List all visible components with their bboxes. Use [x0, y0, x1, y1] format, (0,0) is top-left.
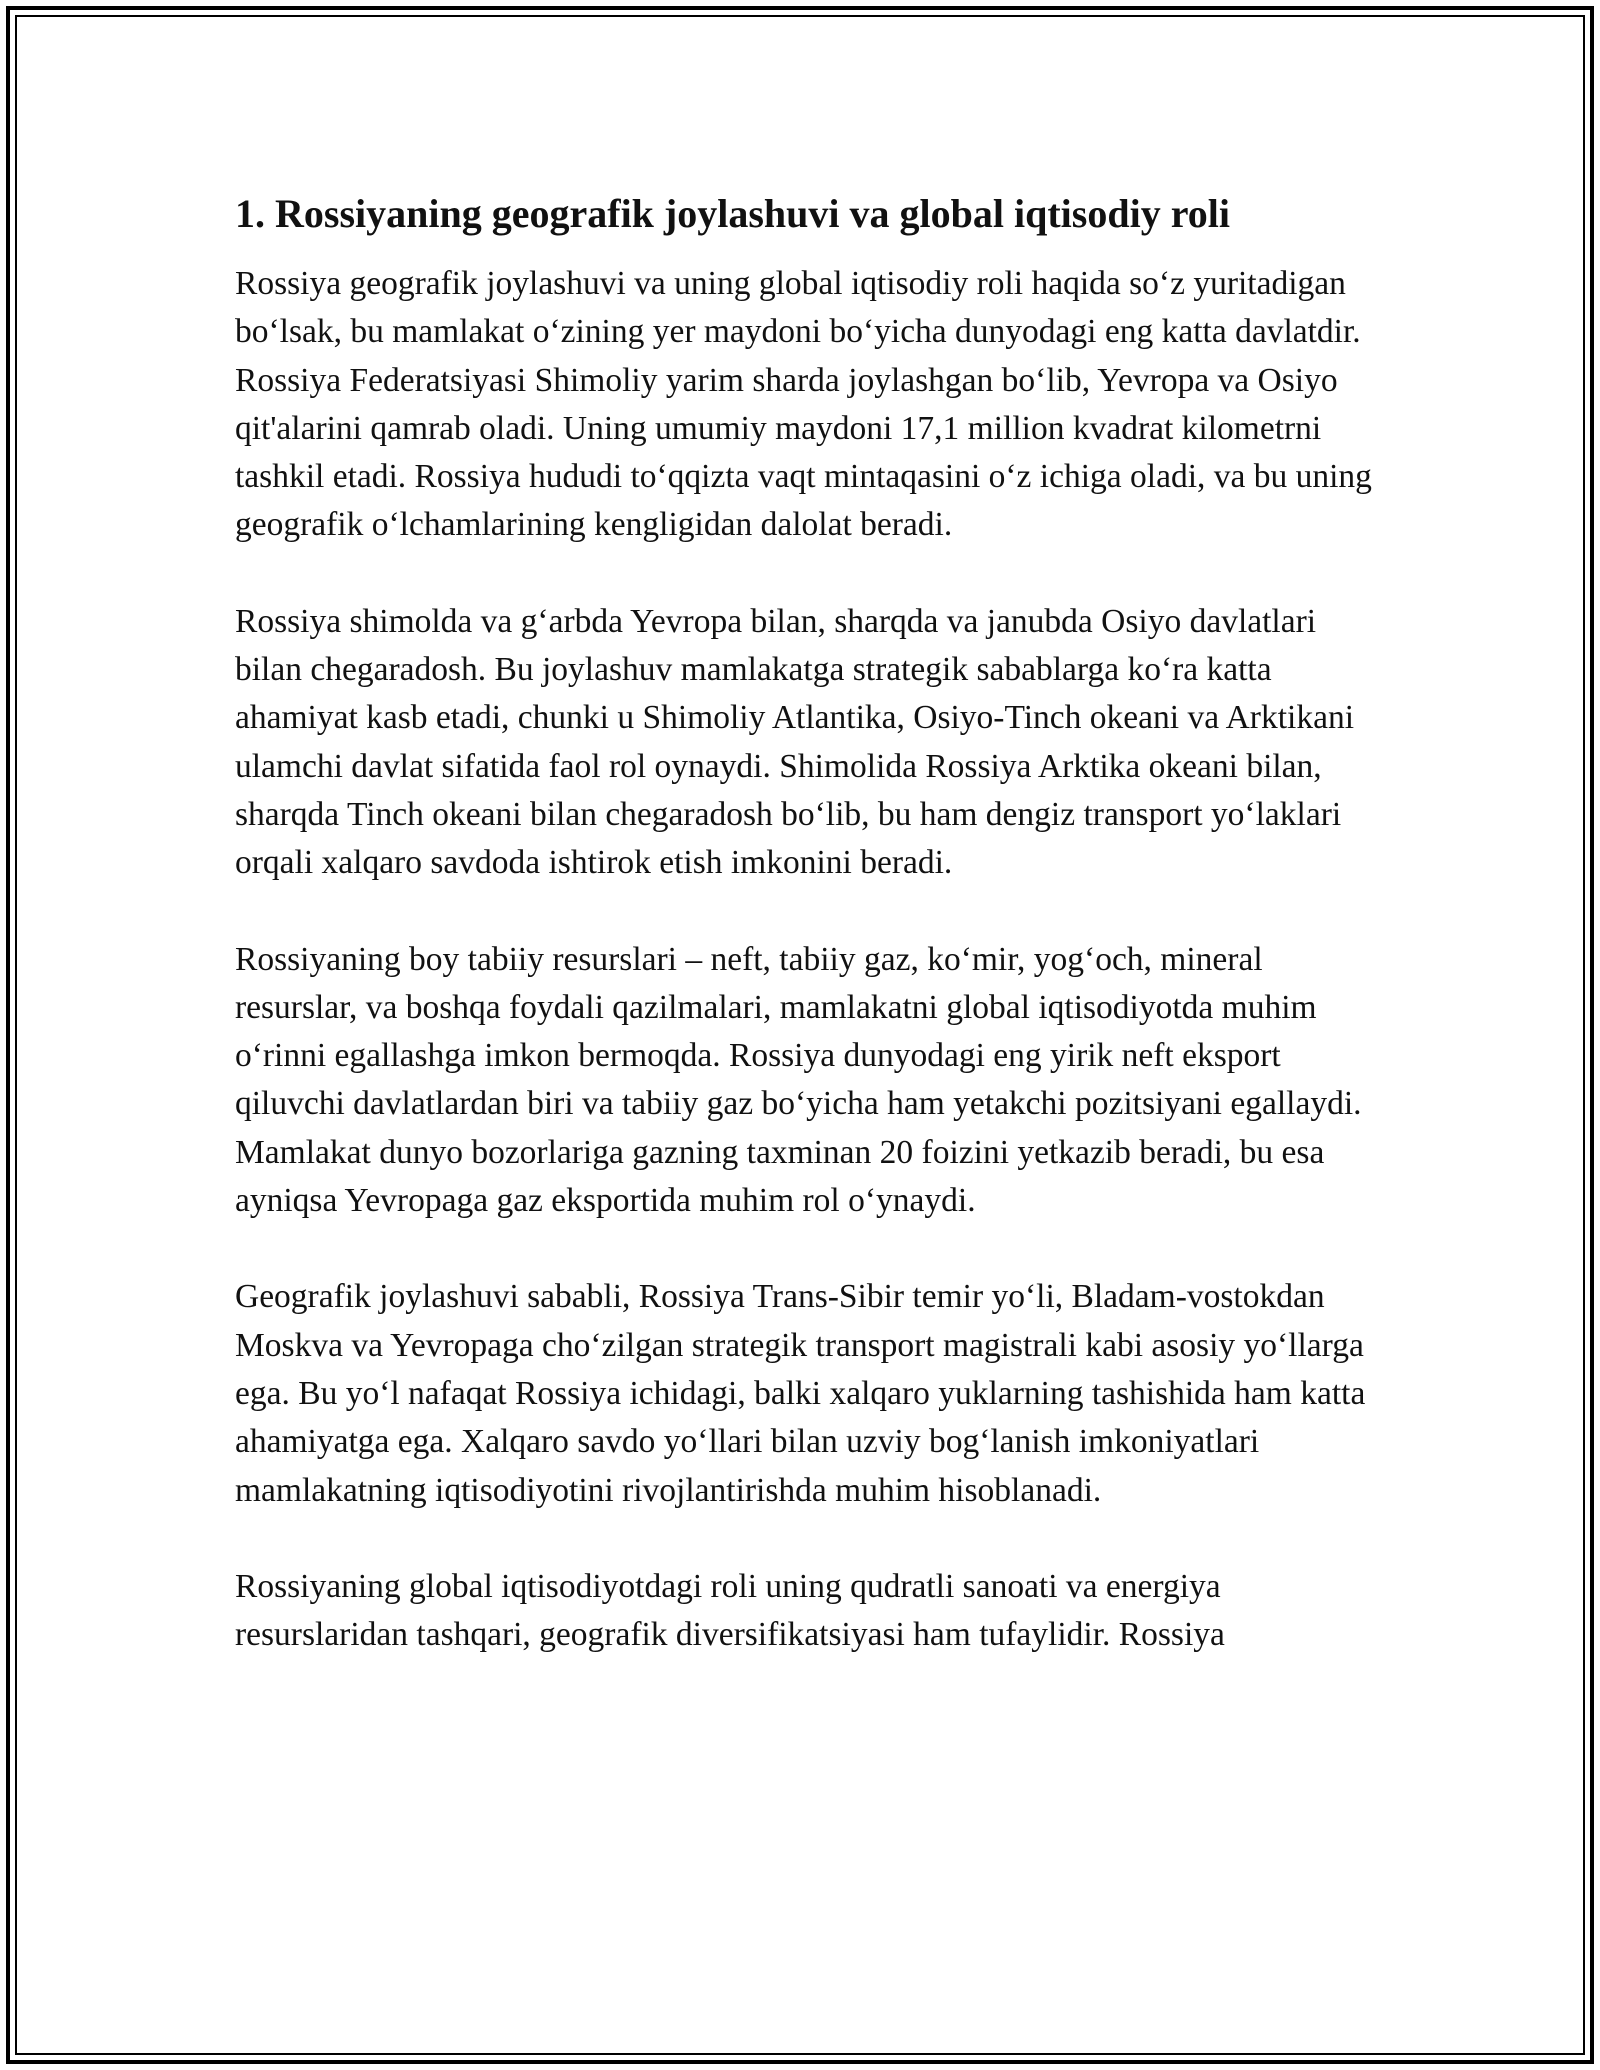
section-heading: 1. Rossiyaning geografik joylashuvi va global iqtisodiy roli	[235, 191, 1230, 236]
document-body	[235, 188, 1375, 1707]
paragraph-3: Rossiyaning boy tabiiy resurslari – neft, tabiiy gaz, ko‘mir, yog‘och, mineral resurslar, va boshqa foydali qazilmalari, mamlakatni global iqtisodiyotda muhim o‘rinni egallashga imkon bermoqda. Rossiya dunyodagi eng yirik neft eksport qiluvchi davlatlardan biri va tabiiy gaz bo‘yicha ham yetakchi pozitsiyani egallaydi. Mamlakat dunyo bozorlariga gazning taxminan 20 foizini yetkazib beradi, bu esa ayniqsa Yevropaga gaz eksportida muhim rol o‘ynaydi.	[235, 940, 1362, 1220]
paragraph-1: Rossiya geografik joylashuvi va uning global iqtisodiy roli haqida so‘z yuritadigan bo‘lsak, bu mamlakat o‘zining yer maydoni bo‘yicha dunyodagi eng katta davlatdir. Rossiya Federatsiyasi Shimoliy yarim sharda joylashgan bo‘lib, Yevropa va Osiyo qit'alarini qamrab oladi. Uning umumiy maydoni 17,1 million kvadrat kilometrni tashkil etadi. Rossiya hududi to‘qqizta vaqt mintaqasini o‘z ichiga oladi, va bu uning geografik o‘lchamlarining kengligidan dalolat beradi.	[235, 265, 1372, 544]
paragraph-5: Rossiyaning global iqtisodiyotdagi roli uning qudratli sanoati va energiya resurslaridan tashqari, geografik diversifikatsiyasi ham tufaylidir. Rossiya	[235, 1567, 1225, 1654]
paragraph-4: Geografik joylashuvi sababli, Rossiya Trans-Sibir temir yo‘li, Bladam-vostokdan Moskva va Yevropaga cho‘zilgan strategik transport magistrali kabi asosiy yo‘llarga ega. Bu yo‘l nafaqat Rossiya ichidagi, balki xalqaro yuklarning tashishida ham katta ahamiyatga ega. Xalqaro savdo yo‘llari bilan uzviy bog‘lanish imkoniyatlari mamlakatning iqtisodiyotini rivojlantirishda muhim hisoblanadi.	[235, 1278, 1366, 1509]
paragraph-2: Rossiya shimolda va g‘arbda Yevropa bilan, sharqda va janubda Osiyo davlatlari bilan chegaradosh. Bu joylashuv mamlakatga strategik sabablarga ko‘ra katta ahamiyat kasb etadi, chunki u Shimoliy Atlantika, Osiyo-Tinch okeani va Arktikani ulamchi davlat sifatida faol rol oynaydi. Shimolida Rossiya Arktika okeani bilan, sharqda Tinch okeani bilan chegaradosh bo‘lib, bu ham dengiz transport yo‘laklari orqali xalqaro savdoda ishtirok etish imkonini beradi.	[235, 602, 1354, 882]
